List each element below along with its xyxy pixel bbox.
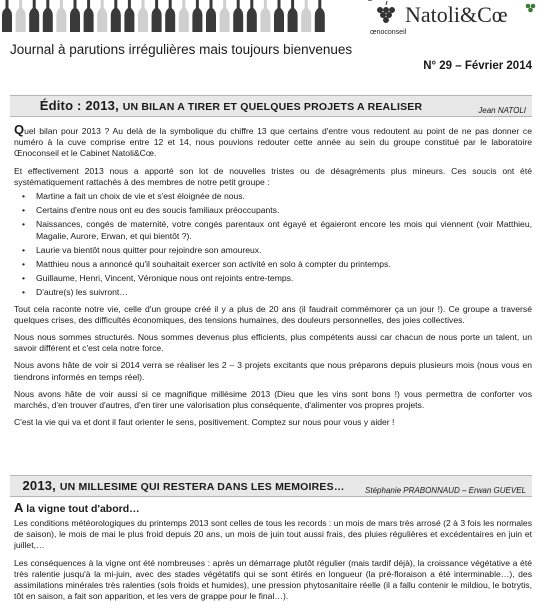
grape-cluster-icon (377, 1, 395, 23)
laboratory-oenoconseil-logo (360, 0, 405, 40)
editorial-paragraph-4: Nous nous sommes structurés. Nous sommes devenus plus efficients, plus compétents aussi car chacun de nous porte un talent, un savoir différent et c'est cela notre force. (14, 332, 532, 354)
masthead (0, 0, 550, 70)
article-subheading-text: la vigne tout d'abord… (23, 503, 140, 515)
bottle-icon (165, 0, 175, 32)
bottle-icon (301, 0, 311, 32)
list-item: • Certains d'entre nous ont eu des soucis familiaux préoccupants. (22, 205, 280, 216)
editorial-title (10, 98, 452, 113)
bottle-icon (179, 0, 189, 32)
bottle-icon (97, 0, 107, 32)
wine-bottles-banner (0, 0, 330, 32)
editorial-title-bar (10, 95, 532, 117)
article-title-first: 2013, (22, 478, 56, 493)
bottle-icon (315, 0, 325, 32)
logo-oeno-left-text (366, 0, 373, 1)
list-item: • Laurie va bientôt nous quitter pour rejoindre son amoureux. (22, 244, 262, 255)
list-item: • Naissances, congés de maternité, votre congés parentaux ont égayé et égaieront encore les mois qui viennent (voir Matthieu, Magalie, Aurore, Erwan, et qui bientôt ?). (22, 219, 532, 241)
bottle-icon (220, 0, 230, 32)
article-authors: Stéphanie PRABONNAUD – Erwan GUEVEL (365, 486, 526, 495)
article-body (14, 518, 532, 602)
bottle-icon (138, 0, 148, 32)
article-dropcap: A (14, 500, 24, 515)
article-title-rest: UN MILLESIME QUI RESTERA DANS LES MEMOIRES… (59, 481, 345, 493)
editorial-body (14, 124, 532, 428)
bottle-icon (84, 0, 94, 32)
bottle-icon (16, 0, 26, 32)
list-item: • Matthieu nous a annoncé qu'il souhaitait exercer son activité en solo à compter du printemps. (22, 259, 391, 270)
article-paragraph-1: Les conditions météorologiques du printemps 2013 sont celles de tous les records : un mois de mars très arrosé (2 à 3 fois les normales de saison), le mois de mai le plus froid depuis 20 ans, un mois de juin tout aussi frais, des pluies régulières et excédentaires en juin et juillet,… (14, 518, 532, 551)
editorial-intro-text: uel bilan pour 2013 ? Au delà de la symbolique du chiffre 13 que certains d'entre vous redoutent au point de ne pas donner ce numéro à la cuve comprise entre 12 et 14, nous pouvions redouter cette année au sein du groupe constitué par le laboratoire Œnoconseil et le Cabinet Natoli&Cœ. (14, 126, 532, 159)
bottle-icon (70, 0, 80, 32)
bottle-icon (247, 0, 257, 32)
editorial-dropcap: Q (14, 122, 25, 137)
editorial-paragraph-7: C'est la vie qui va et dont il faut orienter le sens, positivement. Comptez sur nous pour vous y aider ! (14, 417, 395, 428)
bottle-icon (206, 0, 216, 32)
bottle-icon (274, 0, 284, 32)
article-subheading (14, 500, 140, 515)
article-title (10, 478, 357, 493)
list-item: • D'autre(s) les suivront… (22, 287, 128, 298)
editorial-intro (14, 124, 532, 160)
editorial-bullet-list (14, 191, 532, 299)
list-item: • Guillaume, Henri, Vincent, Véronique nous ont rejoints entre-temps. (22, 273, 294, 284)
article-title-bar (10, 475, 532, 497)
editorial-title-first: Édito : 2013, (39, 98, 119, 113)
bottle-icon (56, 0, 66, 32)
bottle-icon (2, 0, 12, 32)
newsletter-subtitle: Journal à parutions irrégulières mais toujours bienvenues (10, 42, 353, 57)
editorial-author: Jean NATOLI (478, 106, 526, 115)
grape-icon (526, 4, 536, 13)
bottle-icon (233, 0, 243, 32)
bottle-icon (111, 0, 121, 32)
logo-oeno-bottom-text: œnoconseil (370, 29, 407, 36)
bottle-icon (43, 0, 53, 32)
natoli-logo-text: Natoli&Cœ (405, 2, 508, 27)
editorial-title-rest: UN BILAN A TIRER ET QUELQUES PROJETS A REALISER (122, 101, 423, 113)
editorial-paragraph-5: Nous avons hâte de voir si 2014 verra se réaliser les 2 – 3 projets excitants que nous préparons depuis plusieurs mois (nous vous en tiendrons informés en temps réel). (14, 360, 532, 382)
editorial-paragraph-2: Et effectivement 2013 nous a apporté son lot de nouvelles tristes ou de désagréments plus mineurs. Ces soucis ont été systématiquement rattachés à des membres de notre petit groupe : (14, 165, 532, 187)
bottle-icon (124, 0, 134, 32)
editorial-paragraph-6: Nous avons hâte de voir aussi si ce magnifique millésime 2013 (Dieu que les vins sont bons !) vous permettra de conforter vos marchés, d'en trouver d'autres, d'en tirer une valorisation plus conséquente, d'alimenter vos propres projets. (14, 388, 532, 411)
article-paragraph-2: Les conséquences à la vigne ont été nombreuses : après un démarrage plutôt régulier (mais tardif déjà), la croissance végétative a été très ralentie jusqu'à la mi-juin, avec des stades végétatifs qui se sont étirés en longueur (la pré-floraison a été interminable…), des assimilations minérales très ralenties (sols froids et humides), une pression phytosanitaire réelle (il a fallu contenir le mildiou, le botrytis, tôt en saison, a fait son apparition, et les vers de grappe pour le final…). (14, 557, 532, 602)
editorial-paragraph-3: Tout cela raconte notre vie, celle d'un groupe créé il y a plus de 20 ans (il faudrait commémorer ça un jour !). Ce groupe a traversé quelques crises, des difficultés économiques, des tensions humaines, des douleurs personnelles, des joies collectives. (14, 303, 532, 325)
bottle-icon (260, 0, 270, 32)
list-item: • Martine a fait un choix de vie et s'est éloignée de nous. (22, 191, 245, 202)
bottle-icon (192, 0, 202, 32)
natoli-co-logo (405, 0, 540, 32)
bottle-icon (288, 0, 298, 32)
bottle-icon (29, 0, 39, 32)
bottle-icon (152, 0, 162, 32)
issue-number-date: N° 29 – Février 2014 (423, 60, 532, 72)
